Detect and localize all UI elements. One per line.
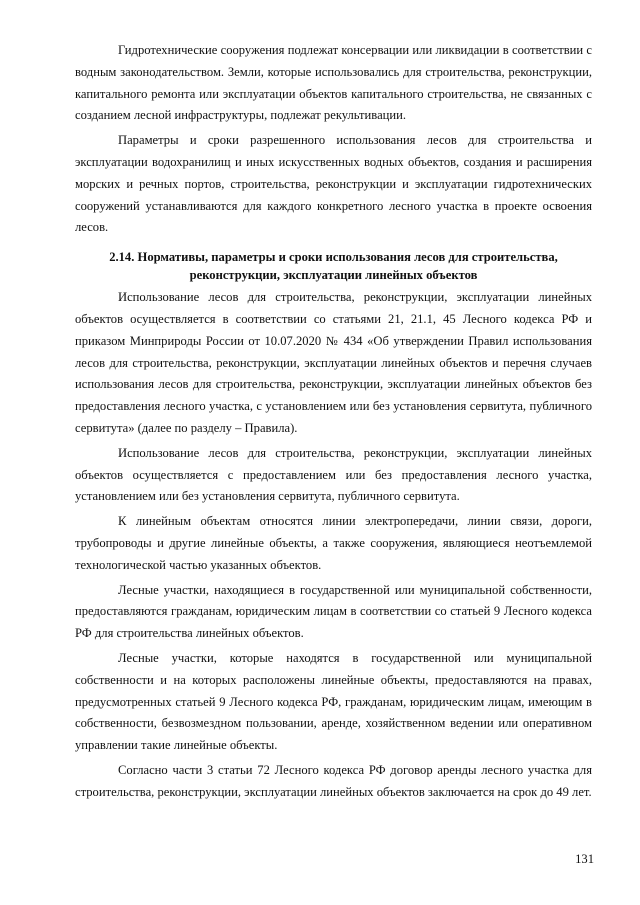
paragraph-linear-objects-definition: К линейным объектам относятся линии электропередачи, линии связи, дороги, трубопроводы и другие линейные объекты, а также сооружения, являющиеся неотъемлемой технологической частью указанных объектов. (75, 514, 592, 572)
page-body (75, 40, 592, 807)
section-heading: 2.14. Нормативы, параметры и сроки использования лесов для строительства, реконструкции, эксплуатации линейных объектов (109, 250, 558, 282)
page-number: 131 (575, 852, 594, 866)
paragraph-reservoir-parameters: Параметры и сроки разрешенного использования лесов для строительства и эксплуатации водохранилищ и иных искусственных водных объектов, создания и расширения морских и речных портов, строительства, реконструкции и эксплуатации гидротехнических сооружений устанавливаются для каждого конкретного лесного участка в проекте освоения лесов. (75, 133, 592, 235)
paragraph-lease-term: Согласно части 3 статьи 72 Лесного кодекса РФ договор аренды лесного участка для строительства, реконструкции, эксплуатации линейных объектов заключается на срок до 49 лет. (75, 762, 592, 799)
paragraph-plots-with-objects: Лесные участки, которые находятся в государственной или муниципальной собственности и на которых расположены линейные объекты, предоставляются на правах, предусмотренных статьей 9 Лесного кодекса РФ, гражданам, юридическим лицам, имеющим в собственности, безвозмездном пользовании, аренде, хозяйственном ведении или оперативном управлении такие линейные объекты. (75, 650, 592, 753)
paragraph-linear-usage-modes: Использование лесов для строительства, реконструкции, эксплуатации линейных объектов осуществляется с предоставлением или без предоставления лесного участка, установлением или без установления сервитута, публичного сервитута. (75, 445, 592, 504)
paragraph-plots-provision: Лесные участки, находящиеся в государственной или муниципальной собственности, предоставляются гражданам, юридическим лицам в соответствии со статьей 9 Лесного кодекса РФ для строительства линейных объектов. (75, 582, 592, 641)
paragraph-hydro-conservation: Гидротехнические сооружения подлежат консервации или ликвидации в соответствии с водным законодательством. Земли, которые использовались для строительства, реконструкции, капитального ремонта или эксплуатации объектов капитального строительства, не связанных с созданием лесной инфраструктуры, подлежат рекультивации. (75, 43, 592, 123)
paragraph-linear-usage-basis: Использование лесов для строительства, реконструкции, эксплуатации линейных объектов осуществляется в соответствии со статьями 21, 21.1, 45 Лесного кодекса РФ и приказом Минприроды России от 10.07.2020 № 434 «Об утверждении Правил использования лесов для строительства, реконструкции, эксплуатации линейных объектов и перечня случаев использования лесов для строительства, реконструкции, эксплуатации линейных объектов без предоставления лесного участка, с установлением или без установления сервитута, публичного сервитута» (далее по разделу – Правила). (75, 290, 592, 435)
